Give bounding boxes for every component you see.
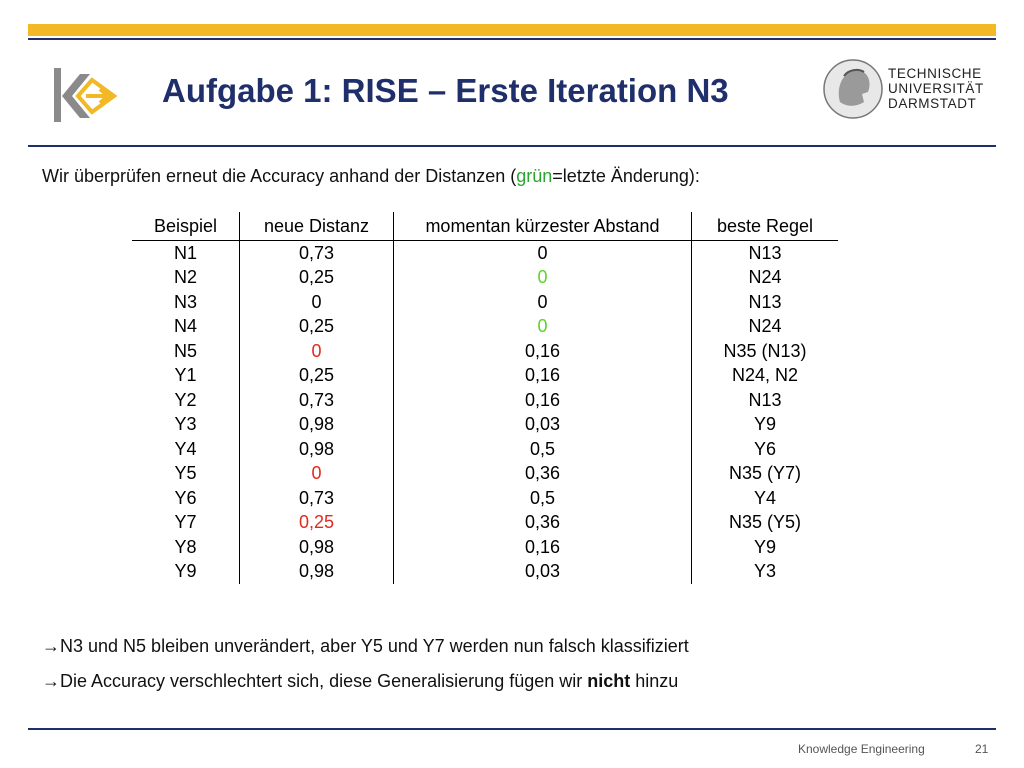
cell-beste-regel: N24, N2: [731, 365, 799, 386]
cell-neue-distanz: 0: [240, 339, 394, 364]
cell-kuerzester-abstand: 0,03: [394, 413, 692, 438]
table-body: [132, 241, 838, 584]
cell-beste-regel: N35 (N13): [723, 340, 807, 361]
table-row: [132, 364, 838, 389]
cell-beste-regel: Y3: [753, 561, 777, 582]
emphasis-word: nicht: [587, 671, 631, 691]
cell-beispiel: N2: [132, 266, 240, 291]
cell-kuerzester-abstand: 0: [394, 241, 692, 266]
table-row: [132, 560, 838, 585]
cell-neue-distanz: 0,25: [240, 364, 394, 389]
header-beispiel: Beispiel: [132, 212, 240, 240]
table-row: [132, 339, 838, 364]
cell-neue-distanz: 0,98: [240, 413, 394, 438]
footer-divider: [28, 728, 996, 730]
cell-neue-distanz: 0: [240, 462, 394, 487]
cell-kuerzester-abstand: 0,16: [394, 388, 692, 413]
cell-beispiel: Y9: [132, 560, 240, 585]
cell-kuerzester-abstand: 0: [394, 290, 692, 315]
header-beste-regel: beste Regel: [716, 215, 814, 236]
cell-beispiel: Y8: [132, 535, 240, 560]
cell-kuerzester-abstand: 0,16: [394, 339, 692, 364]
header-yellow-bar: [28, 24, 996, 36]
header-navy-line: [28, 38, 996, 40]
note-line-1: →N3 und N5 bleiben unverändert, aber Y5 und Y7 werden nun falsch klassifiziert: [42, 636, 689, 656]
header-divider: [28, 145, 996, 147]
cell-beste-regel: N24: [748, 316, 782, 337]
table-row: [132, 315, 838, 340]
cell-beste-regel: N13: [748, 389, 782, 410]
footer-course: Knowledge Engineering: [798, 742, 925, 756]
highlight-word: grün: [516, 166, 553, 186]
cell-beste-regel: N35 (Y5): [728, 512, 802, 533]
university-name: TECHNISCHE UNIVERSITÄT DARMSTADT: [888, 66, 984, 111]
cell-kuerzester-abstand: 0: [394, 315, 692, 340]
cell-neue-distanz: 0,98: [240, 535, 394, 560]
cell-beste-regel: N35 (Y7): [728, 463, 802, 484]
cell-neue-distanz: 0,98: [240, 560, 394, 585]
cell-beste-regel: Y9: [753, 536, 777, 557]
cell-neue-distanz: 0,25: [240, 266, 394, 291]
cell-kuerzester-abstand: 0,36: [394, 462, 692, 487]
cell-beispiel: Y2: [132, 388, 240, 413]
distance-table: [132, 212, 838, 584]
cell-kuerzester-abstand: 0,5: [394, 486, 692, 511]
cell-kuerzester-abstand: 0,36: [394, 511, 692, 536]
cell-beste-regel: Y4: [753, 487, 777, 508]
cell-neue-distanz: 0: [240, 290, 394, 315]
cell-beste-regel: N24: [748, 267, 782, 288]
cell-kuerzester-abstand: 0,5: [394, 437, 692, 462]
footer-page-number: 21: [975, 742, 989, 756]
cell-neue-distanz: 0,98: [240, 437, 394, 462]
cell-beispiel: N1: [132, 241, 240, 266]
athena-seal-icon: [822, 58, 884, 120]
cell-beispiel: Y6: [132, 486, 240, 511]
cell-beispiel: N4: [132, 315, 240, 340]
note-line-2: →Die Accuracy verschlechtert sich, diese Generalisierung fügen wir nicht hinzu: [42, 671, 679, 691]
table-row: [132, 388, 838, 413]
table-row: [132, 437, 838, 462]
table-row: [132, 266, 838, 291]
slide-title: Aufgabe 1: RISE – Erste Iteration N3: [162, 72, 729, 109]
table-row: [132, 535, 838, 560]
cell-kuerzester-abstand: 0,03: [394, 560, 692, 585]
cell-beispiel: N3: [132, 290, 240, 315]
cell-beispiel: Y7: [132, 511, 240, 536]
table-row: [132, 462, 838, 487]
cell-neue-distanz: 0,73: [240, 241, 394, 266]
cell-kuerzester-abstand: 0: [394, 266, 692, 291]
cell-beispiel: Y1: [132, 364, 240, 389]
table-row: [132, 290, 838, 315]
table-row: [132, 486, 838, 511]
cell-neue-distanz: 0,25: [240, 511, 394, 536]
cell-kuerzester-abstand: 0,16: [394, 364, 692, 389]
cell-beste-regel: Y6: [753, 438, 777, 459]
cell-beispiel: Y4: [132, 437, 240, 462]
table-row: [132, 241, 838, 266]
cell-beispiel: Y3: [132, 413, 240, 438]
header-kuerzester-abstand: momentan kürzester Abstand: [394, 212, 692, 240]
cell-neue-distanz: 0,73: [240, 486, 394, 511]
cell-neue-distanz: 0,73: [240, 388, 394, 413]
tu-darmstadt-logo: [818, 52, 996, 128]
cell-beste-regel: N13: [748, 291, 782, 312]
intro-text: Wir überprüfen erneut die Accuracy anhand der Distanzen (grün=letzte Änderung):: [42, 166, 700, 186]
header-neue-distanz: neue Distanz: [240, 212, 394, 240]
table-header-row: [132, 212, 838, 241]
table-row: [132, 511, 838, 536]
cell-kuerzester-abstand: 0,16: [394, 535, 692, 560]
table-row: [132, 413, 838, 438]
cell-beste-regel: N13: [748, 242, 782, 263]
cell-beste-regel: Y9: [753, 414, 777, 435]
cell-beispiel: N5: [132, 339, 240, 364]
cell-beispiel: Y5: [132, 462, 240, 487]
cell-neue-distanz: 0,25: [240, 315, 394, 340]
ke-logo-icon: [52, 66, 118, 124]
